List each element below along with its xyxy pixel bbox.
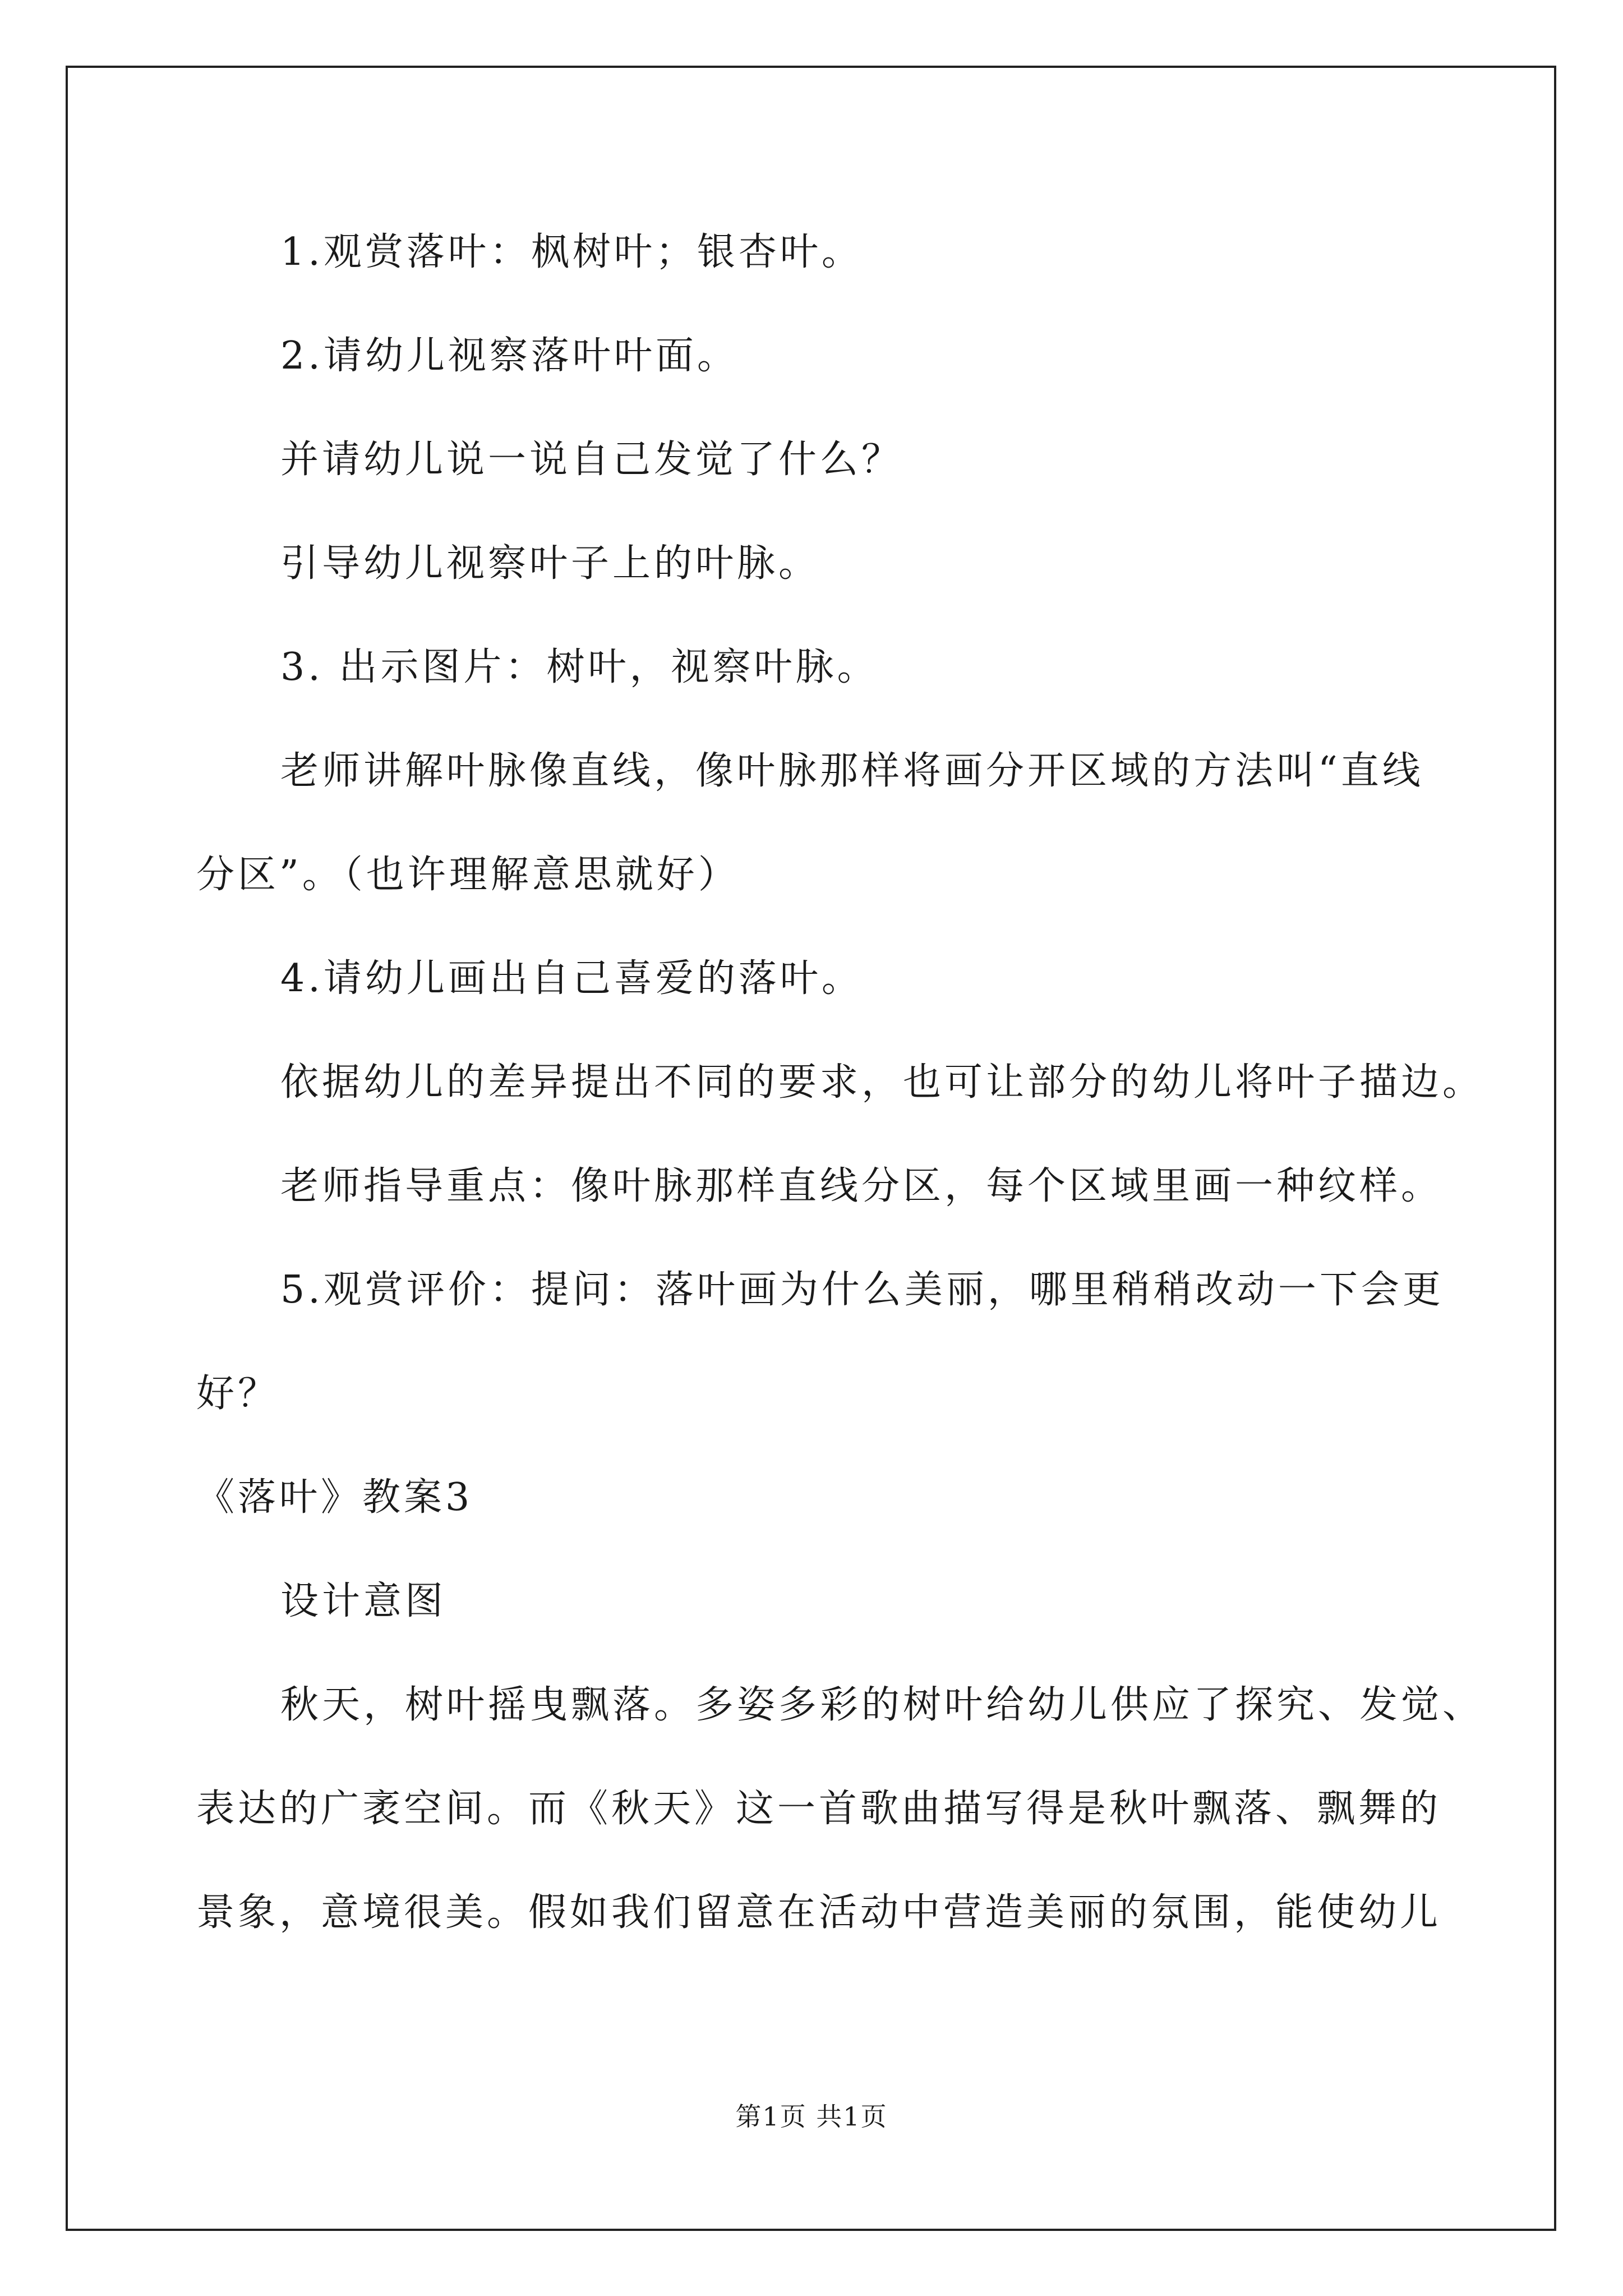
text-line-17: 景象，意境很美。假如我们留意在活动中营造美丽的氛围，能使幼儿 [196, 1890, 1442, 1935]
text-line-1: 1.观赏落叶：枫树叶；银杏叶。 [280, 230, 863, 274]
text-line-10: 老师指导重点：像叶脉那样直线分区，每个区域里画一种纹样。 [280, 1164, 1443, 1208]
text-line-11: 5.观赏评价：提问：落叶画为什么美丽，哪里稍稍改动一下会更 [280, 1268, 1444, 1312]
text-line-6: 老师讲解叶脉像直线，像叶脉那样将画分开区域的方法叫“直线 [280, 749, 1424, 793]
section-heading: 《落叶》教案3 [196, 1475, 473, 1520]
text-line-15: 秋天，树叶摇曳飘落。多姿多彩的树叶给幼儿供应了探究、发觉、 [280, 1683, 1484, 1727]
text-line-7: 分区”。（也许理解意思就好） [196, 853, 740, 897]
text-line-8: 4.请幼儿画出自己喜爱的落叶。 [280, 956, 863, 1001]
text-line-2: 2.请幼儿视察落叶叶面。 [280, 334, 739, 378]
text-line-5: 3. 出示图片：树叶，视察叶脉。 [280, 645, 879, 689]
text-line-4: 引导幼儿视察叶子上的叶脉。 [280, 541, 820, 586]
text-line-12: 好？ [196, 1372, 280, 1416]
page-footer: 第1页 共1页 [735, 2101, 888, 2132]
text-line-3: 并请幼儿说一说自己发觉了什么？ [280, 438, 903, 482]
subsection-heading: 设计意图 [280, 1579, 447, 1623]
text-line-9: 依据幼儿的差异提出不同的要求，也可让部分的幼儿将叶子描边。 [280, 1060, 1484, 1105]
text-line-16: 表达的广袤空间。而《秋天》这一首歌曲描写得是秋叶飘落、飘舞的 [196, 1787, 1442, 1831]
